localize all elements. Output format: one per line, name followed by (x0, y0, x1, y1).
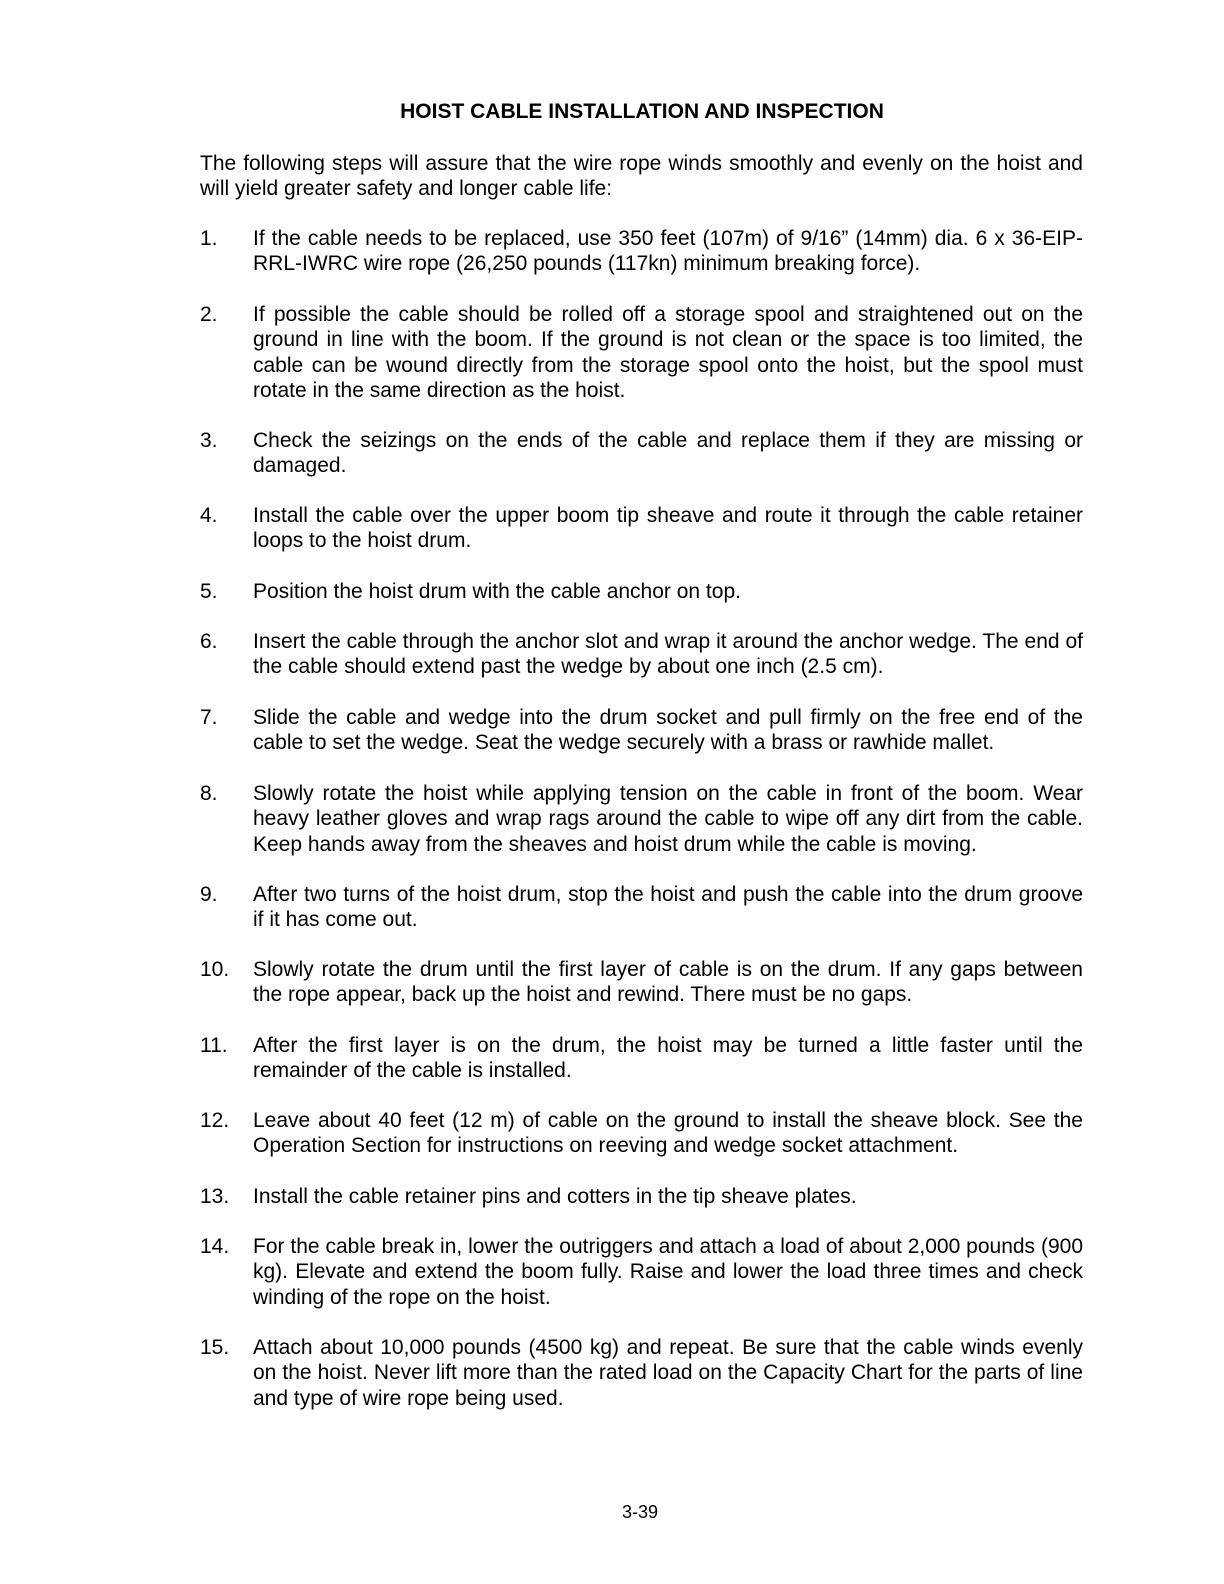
step-number: 4. (200, 504, 218, 527)
step-8 (200, 781, 1083, 857)
step-number: 9. (200, 883, 218, 906)
step-number: 15. (200, 1336, 230, 1359)
step-6 (200, 629, 1083, 680)
step-text: Attach about 10,000 pounds (4500 kg) and repeat. Be sure that the cable winds evenly on the hoist. Never lift more than the rated load on the Capacity Chart for the parts of line and type of wire rope being used. (253, 1336, 1083, 1410)
step-number: 10. (200, 958, 230, 981)
step-14 (200, 1234, 1083, 1310)
step-number: 8. (200, 782, 218, 805)
step-7 (200, 705, 1083, 756)
step-11 (200, 1033, 1083, 1084)
step-number: 6. (200, 630, 218, 653)
step-15 (200, 1335, 1083, 1411)
step-text: If the cable needs to be replaced, use 350 feet (107m) of 9/16” (14mm) dia. 6 x 36-EIP-RRL-IWRC wire rope (26,250 pounds (117kn) minimum breaking force). (253, 227, 1083, 276)
step-text: For the cable break in, lower the outriggers and attach a load of about 2,000 pounds (900 kg). Elevate and extend the boom fully. Raise and lower the load three times and check winding of the rope on the hoist. (253, 1235, 1083, 1309)
step-number: 5. (200, 580, 218, 603)
step-1 (200, 226, 1083, 277)
step-text: Position the hoist drum with the cable anchor on top. (253, 580, 741, 603)
step-number: 2. (200, 303, 218, 326)
step-text: Slowly rotate the drum until the first layer of cable is on the drum. If any gaps between the rope appear, back up the hoist and rewind. There must be no gaps. (253, 958, 1083, 1007)
step-number: 13. (200, 1185, 230, 1208)
step-number: 7. (200, 706, 218, 729)
step-text: Insert the cable through the anchor slot and wrap it around the anchor wedge. The end of the cable should extend past the wedge by about one inch (2.5 cm). (253, 630, 1083, 679)
step-number: 14. (200, 1235, 230, 1258)
step-text: Slide the cable and wedge into the drum socket and pull firmly on the free end of the cable to set the wedge. Seat the wedge securely with a brass or rawhide mallet. (253, 706, 1083, 755)
step-text: Install the cable retainer pins and cotters in the tip sheave plates. (253, 1185, 857, 1208)
step-text: After the first layer is on the drum, the hoist may be turned a little faster until the remainder of the cable is installed. (253, 1034, 1083, 1083)
page-number: 3-39 (621, 1502, 659, 1522)
step-3 (200, 428, 1083, 479)
step-4 (200, 503, 1083, 554)
step-number: 11. (200, 1034, 228, 1057)
step-text: Slowly rotate the hoist while applying tension on the cable in front of the boom. Wear heavy leather gloves and wrap rags around the cable to wipe off any dirt from the cable. Keep hands away from the sheaves and hoist drum while the cable is moving. (253, 782, 1083, 856)
step-12 (200, 1108, 1083, 1159)
page-title: HOIST CABLE INSTALLATION AND INSPECTION (400, 100, 884, 123)
step-text: After two turns of the hoist drum, stop the hoist and push the cable into the drum groove if it has come out. (253, 883, 1083, 932)
step-text: Check the seizings on the ends of the cable and replace them if they are missing or damaged. (253, 429, 1083, 478)
step-number: 1. (200, 227, 218, 250)
step-10 (200, 957, 1083, 1008)
step-5 (200, 579, 1083, 604)
step-2 (200, 302, 1083, 403)
step-number: 12. (200, 1109, 230, 1132)
intro-paragraph: The following steps will assure that the wire rope winds smoothly and evenly on the hoist and will yield greater safety and longer cable life: (200, 152, 1083, 201)
step-text: Install the cable over the upper boom tip sheave and route it through the cable retainer loops to the hoist drum. (253, 504, 1083, 553)
step-number: 3. (200, 429, 218, 452)
step-text: If possible the cable should be rolled off a storage spool and straightened out on the ground in line with the boom. If the ground is not clean or the space is too limited, the cable can be wound directly from the storage spool onto the hoist, but the spool must rotate in the same direction as the hoist. (253, 303, 1083, 402)
step-9 (200, 882, 1083, 933)
step-text: Leave about 40 feet (12 m) of cable on the ground to install the sheave block. See the Operation Section for instructions on reeving and wedge socket attachment. (253, 1109, 1083, 1158)
step-13 (200, 1184, 1083, 1209)
